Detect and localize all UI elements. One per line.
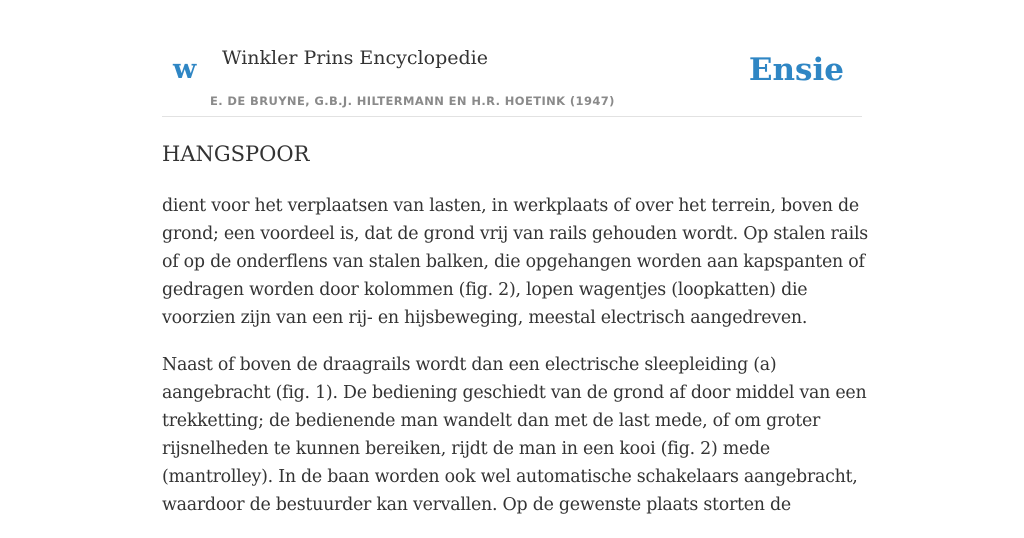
text-line: dient voor het verplaatsen van lasten, in werkplaats of over het terrein, boven de (162, 196, 859, 216)
paragraph (162, 351, 867, 519)
text-line: waardoor de bestuurder kan vervallen. Op de gewenste plaats storten de (162, 495, 791, 515)
text-line: aangebracht (fig. 1). De bediening geschiedt van de grond af door middel van een (162, 383, 867, 403)
text-line: (mantrolley). In de baan worden ook wel automatische schakelaars aangebracht, (162, 467, 858, 487)
page (162, 0, 868, 515)
book-authors: E. DE BRUYNE, G.B.J. HILTERMANN EN H.R. HOETINK (1947) (210, 94, 615, 108)
text-line: grond; een voordeel is, dat de grond vrij van rails gehouden wordt. Op stalen rails (162, 224, 868, 244)
winkler-prins-logo[interactable]: w (173, 54, 197, 85)
text-line: Naast of boven de draagrails wordt dan een electrische sleepleiding (a) (162, 355, 777, 375)
text-line: trekketting; de bedienende man wandelt dan met de last mede, of om groter (162, 411, 821, 431)
text-line: of op de onderflens van stalen balken, die opgehangen worden aan kapspanten of (162, 252, 865, 272)
text-line: gedragen worden door kolommen (fig. 2), lopen wagentjes (loopkatten) die (162, 280, 808, 300)
header (162, 0, 862, 117)
ensie-logo[interactable]: Ensie (748, 52, 844, 88)
entry-content (162, 192, 868, 538)
text-line: rijsnelheden te kunnen bereiken, rijdt de man in een kooi (fig. 2) mede (162, 439, 770, 459)
entry-title: HANGSPOOR (162, 142, 310, 166)
text-line: voorzien zijn van een rij- en hijsbeweging, meestal electrisch aangedreven. (162, 308, 808, 328)
paragraph (162, 192, 868, 332)
book-title[interactable]: Winkler Prins Encyclopedie (222, 47, 488, 69)
